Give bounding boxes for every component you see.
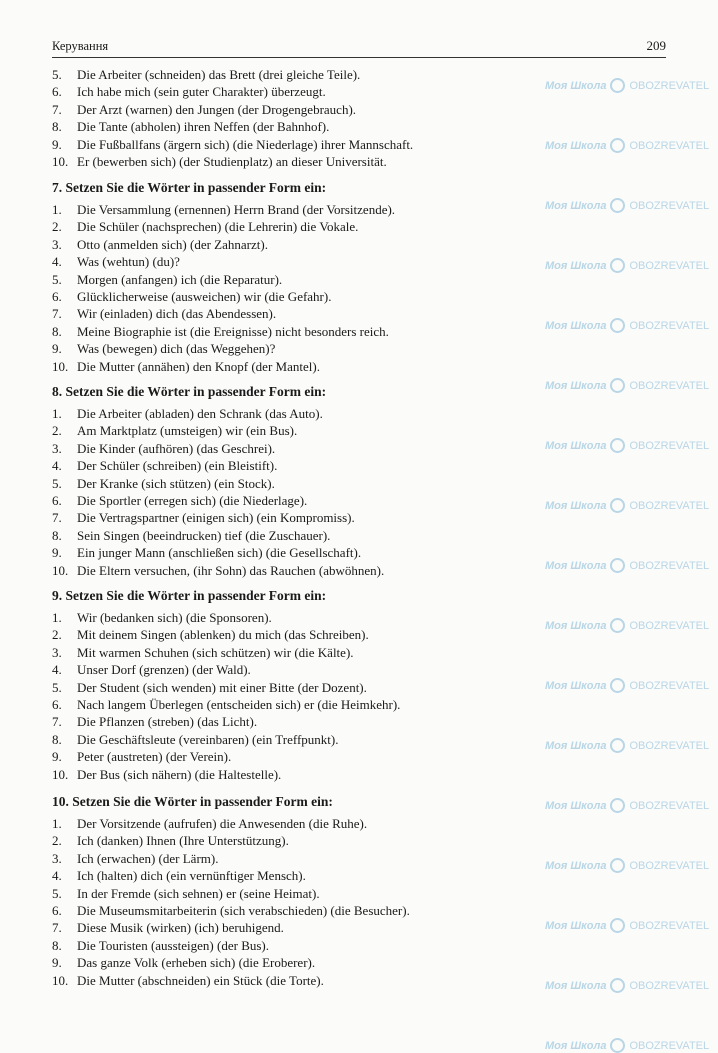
- item-number: 1.: [52, 202, 62, 217]
- watermark-brand: OBOZREVATEL: [629, 1039, 710, 1052]
- item-number: 4.: [52, 868, 62, 884]
- item-text: Der Arzt (warnen) den Jungen (der Drogengebrauch).: [77, 101, 357, 117]
- item-text: Glücklicherweise (ausweichen) wir (die Gefahr).: [77, 288, 332, 304]
- item-text: Mit warmen Schuhen (sich schützen) wir (die Kälte).: [77, 644, 354, 660]
- item-number: 6.: [52, 84, 62, 100]
- item-number: 8.: [52, 119, 62, 135]
- exercise-item: [52, 288, 512, 305]
- watermark-logo-icon: [610, 318, 625, 333]
- watermark: [545, 138, 709, 153]
- item-number: 4.: [52, 458, 62, 474]
- item-number: 2.: [52, 219, 62, 235]
- watermark: [545, 918, 709, 933]
- exercise-heading: 8. Setzen Sie die Wörter in passender Form ein:: [52, 384, 327, 399]
- exercise-item: [52, 609, 512, 626]
- watermark-brand: OBOZREVATEL: [629, 379, 710, 392]
- item-number: 2.: [52, 423, 62, 439]
- watermark-logo-icon: [610, 558, 625, 573]
- item-number: 7.: [52, 920, 62, 936]
- exercise-item: [52, 748, 512, 765]
- exercise-item: [52, 457, 512, 474]
- item-text: Das ganze Volk (erheben sich) (die Eroberer).: [77, 955, 316, 971]
- exercise-item: [52, 919, 512, 936]
- chapter-title: Керування: [52, 39, 109, 53]
- item-text: Die Schüler (nachsprechen) (die Lehrerin) die Vokale.: [77, 219, 359, 235]
- watermark: [545, 498, 709, 513]
- item-number: 2.: [52, 833, 62, 849]
- item-number: 10.: [52, 972, 69, 988]
- exercise-item: [52, 731, 512, 748]
- item-text: Der Kranke (sich stützen) (ein Stock).: [77, 475, 275, 491]
- watermark: [545, 78, 709, 93]
- item-number: 4.: [52, 662, 62, 678]
- watermark-brand: OBOZREVATEL: [629, 919, 710, 932]
- item-number: 8.: [52, 731, 62, 747]
- watermark-brand: Моя Школа: [545, 679, 607, 692]
- watermark-brand: OBOZREVATEL: [629, 139, 710, 152]
- watermark-brand: OBOZREVATEL: [629, 79, 710, 92]
- watermark-brand: Моя Школа: [545, 799, 607, 812]
- exercise-item: [52, 696, 512, 713]
- item-text: Otto (anmelden sich) (der Zahnarzt).: [77, 236, 268, 252]
- item-text: Was (bewegen) dich (das Weggehen)?: [77, 341, 276, 357]
- item-text: Ein junger Mann (anschließen sich) (die Gesellschaft).: [77, 545, 362, 561]
- item-text: Die Arbeiter (abladen) den Schrank (das Auto).: [77, 406, 323, 421]
- watermark: [545, 798, 709, 813]
- exercise-list: [52, 815, 512, 989]
- item-text: Wir (bedanken sich) (die Sponsoren).: [77, 610, 272, 625]
- exercise-item: [52, 218, 512, 235]
- item-number: 5.: [52, 271, 62, 287]
- watermark: [545, 1038, 709, 1053]
- watermark-brand: OBOZREVATEL: [629, 199, 710, 212]
- item-number: 10.: [52, 358, 69, 374]
- item-text: Der Student (sich wenden) mit einer Bitte (der Dozent).: [77, 679, 367, 695]
- watermark-brand: Моя Школа: [545, 619, 607, 632]
- item-number: 3.: [52, 850, 62, 866]
- page-number: 209: [646, 38, 666, 53]
- exercise-item: [52, 201, 512, 218]
- item-number: 2.: [52, 627, 62, 643]
- watermark-brand: Моя Школа: [545, 139, 607, 152]
- watermark-brand: Моя Школа: [545, 199, 607, 212]
- watermark-brand: OBOZREVATEL: [629, 859, 710, 872]
- exercise-item: [52, 118, 512, 135]
- exercise-section: [52, 383, 512, 579]
- exercise-item: [52, 644, 512, 661]
- exercise-item: [52, 661, 512, 678]
- watermark: [545, 618, 709, 633]
- exercise-heading: 10. Setzen Sie die Wörter in passender Form ein:: [52, 794, 333, 809]
- exercise-item: [52, 271, 512, 288]
- watermark-logo-icon: [610, 738, 625, 753]
- item-text: Die Touristen (aussteigen) (der Bus).: [77, 937, 269, 953]
- exercise-item: [52, 527, 512, 544]
- exercise-item: [52, 340, 512, 357]
- exercise-item: [52, 66, 512, 83]
- item-number: 9.: [52, 545, 62, 561]
- item-text: Ich (danken) Ihnen (Ihre Unterstützung).: [77, 833, 289, 849]
- watermark-logo-icon: [610, 438, 625, 453]
- item-text: Der Schüler (schreiben) (ein Bleistift).: [77, 458, 278, 474]
- item-text: Der Bus (sich nähern) (die Haltestelle).: [77, 766, 282, 782]
- watermark-logo-icon: [610, 1038, 625, 1053]
- item-text: Unser Dorf (grenzen) (der Wald).: [77, 662, 251, 678]
- item-number: 7.: [52, 510, 62, 526]
- watermark-brand: OBOZREVATEL: [629, 799, 710, 812]
- exercise-item: [52, 626, 512, 643]
- exercise-item: [52, 902, 512, 919]
- watermark-brand: OBOZREVATEL: [629, 439, 710, 452]
- item-number: 9.: [52, 749, 62, 765]
- exercise-item: [52, 153, 512, 170]
- exercise-item: [52, 972, 512, 989]
- watermark-brand: Моя Школа: [545, 919, 607, 932]
- item-text: Die Museumsmitarbeiterin (sich verabschieden) (die Besucher).: [77, 902, 410, 918]
- item-text: Die Mutter (abschneiden) ein Stück (die Torte).: [77, 972, 324, 988]
- watermark-logo-icon: [610, 618, 625, 633]
- watermark-brand: Моя Школа: [545, 559, 607, 572]
- item-number: 7.: [52, 306, 62, 322]
- exercise-item: [52, 475, 512, 492]
- watermark-logo-icon: [610, 138, 625, 153]
- item-number: 3.: [52, 644, 62, 660]
- exercise-list: [52, 201, 512, 375]
- item-text: Ich habe mich (sein guter Charakter) überzeugt.: [77, 84, 326, 100]
- item-text: Sein Singen (beeindrucken) tief (die Zuschauer).: [77, 527, 331, 543]
- item-number: 5.: [52, 679, 62, 695]
- exercise-item: [52, 679, 512, 696]
- exercise-item: [52, 850, 512, 867]
- watermark-logo-icon: [610, 798, 625, 813]
- item-text: Nach langem Überlegen (entscheiden sich) er (die Heimkehr).: [77, 696, 401, 712]
- exercise-item: [52, 954, 512, 971]
- item-number: 5.: [52, 475, 62, 491]
- exercise-item: [52, 305, 512, 322]
- exercise-item: [52, 815, 512, 832]
- watermark: [545, 678, 709, 693]
- exercise-item: [52, 713, 512, 730]
- exercise-item: [52, 509, 512, 526]
- exercise-item: [52, 832, 512, 849]
- item-text: Die Tante (abholen) ihren Neffen (der Bahnhof).: [77, 119, 330, 135]
- item-text: Die Mutter (annähen) den Knopf (der Mantel).: [77, 358, 320, 374]
- item-number: 8.: [52, 527, 62, 543]
- exercise-list: [52, 66, 512, 170]
- item-number: 8.: [52, 937, 62, 953]
- item-number: 3.: [52, 236, 62, 252]
- watermark: [545, 258, 709, 273]
- item-text: Die Kinder (aufhören) (das Geschrei).: [77, 440, 276, 456]
- exercise-item: [52, 405, 512, 422]
- watermark: [545, 438, 709, 453]
- exercise-item: [52, 83, 512, 100]
- item-number: 10.: [52, 562, 69, 578]
- exercise-item: [52, 562, 512, 579]
- item-number: 10.: [52, 153, 69, 169]
- item-text: Was (wehtun) (du)?: [77, 254, 180, 270]
- watermark-logo-icon: [610, 918, 625, 933]
- watermark: [545, 558, 709, 573]
- item-number: 6.: [52, 288, 62, 304]
- item-text: Die Arbeiter (schneiden) das Brett (drei gleiche Teile).: [77, 67, 361, 82]
- exercise-list: [52, 609, 512, 783]
- watermark: [545, 378, 709, 393]
- watermark-brand: Моя Школа: [545, 1039, 607, 1052]
- item-number: 6.: [52, 902, 62, 918]
- watermark-brand: Моя Школа: [545, 259, 607, 272]
- item-number: 6.: [52, 492, 62, 508]
- watermark-logo-icon: [610, 258, 625, 273]
- item-number: 7.: [52, 101, 62, 117]
- item-text: Ich (halten) dich (ein vernünftiger Mensch).: [77, 868, 306, 884]
- item-text: Der Vorsitzende (aufrufen) die Anwesenden (die Ruhe).: [77, 816, 368, 831]
- watermark-brand: OBOZREVATEL: [629, 559, 710, 572]
- item-number: 4.: [52, 254, 62, 270]
- watermark: [545, 198, 709, 213]
- watermark-brand: Моя Школа: [545, 319, 607, 332]
- watermark-brand: OBOZREVATEL: [629, 319, 710, 332]
- item-number: 5.: [52, 885, 62, 901]
- watermark-brand: Моя Школа: [545, 379, 607, 392]
- item-number: 9.: [52, 341, 62, 357]
- exercise-item: [52, 766, 512, 783]
- watermark-brand: Моя Школа: [545, 859, 607, 872]
- item-text: Ich (erwachen) (der Lärm).: [77, 850, 219, 866]
- watermark-logo-icon: [610, 498, 625, 513]
- watermark-logo-icon: [610, 198, 625, 213]
- item-number: 7.: [52, 714, 62, 730]
- exercise-list: [52, 405, 512, 579]
- exercise-heading: 7. Setzen Sie die Wörter in passender Form ein:: [52, 180, 327, 195]
- item-text: Morgen (anfangen) ich (die Reparatur).: [77, 271, 283, 287]
- exercise-item: [52, 885, 512, 902]
- item-text: In der Fremde (sich sehnen) er (seine Heimat).: [77, 885, 320, 901]
- item-number: 1.: [52, 816, 62, 831]
- watermark-logo-icon: [610, 978, 625, 993]
- item-text: Meine Biographie ist (die Ereignisse) nicht besonders reich.: [77, 323, 389, 339]
- exercise-item: [52, 440, 512, 457]
- watermark-brand: OBOZREVATEL: [629, 979, 710, 992]
- item-text: Die Eltern versuchen, (ihr Sohn) das Rauchen (abwöhnen).: [77, 562, 385, 578]
- item-text: Peter (austreten) (der Verein).: [77, 749, 232, 765]
- exercise-section: [52, 587, 512, 783]
- exercise-item: [52, 236, 512, 253]
- item-text: Er (bewerben sich) (der Studienplatz) an dieser Universität.: [77, 153, 387, 169]
- watermark: [545, 738, 709, 753]
- watermark-brand: OBOZREVATEL: [629, 259, 710, 272]
- exercise-item: [52, 323, 512, 340]
- item-number: 1.: [52, 610, 62, 625]
- item-text: Die Sportler (erregen sich) (die Niederlage).: [77, 492, 308, 508]
- watermark-brand: OBOZREVATEL: [629, 739, 710, 752]
- watermark-brand: Моя Школа: [545, 499, 607, 512]
- watermark-brand: OBOZREVATEL: [629, 679, 710, 692]
- item-text: Die Pflanzen (streben) (das Licht).: [77, 714, 258, 730]
- watermark-brand: Моя Школа: [545, 79, 607, 92]
- watermark-logo-icon: [610, 78, 625, 93]
- watermark-brand: OBOZREVATEL: [629, 499, 710, 512]
- watermark: [545, 978, 709, 993]
- item-number: 10.: [52, 766, 69, 782]
- item-number: 3.: [52, 440, 62, 456]
- item-text: Die Fußballfans (ärgern sich) (die Niederlage) ihrer Mannschaft.: [77, 136, 414, 152]
- watermark: [545, 318, 709, 333]
- exercise-section: [52, 179, 512, 375]
- item-number: 5.: [52, 67, 62, 82]
- watermark: [545, 858, 709, 873]
- item-text: Wir (einladen) dich (das Abendessen).: [77, 306, 277, 322]
- exercise-item: [52, 422, 512, 439]
- exercise-item: [52, 867, 512, 884]
- exercise-item: [52, 358, 512, 375]
- exercise-section: [52, 793, 512, 989]
- watermark-logo-icon: [610, 378, 625, 393]
- item-text: Die Geschäftsleute (vereinbaren) (ein Treffpunkt).: [77, 731, 339, 747]
- item-number: 1.: [52, 406, 62, 421]
- item-text: Diese Musik (wirken) (ich) beruhigend.: [77, 920, 284, 936]
- watermark-brand: Моя Школа: [545, 439, 607, 452]
- item-text: Die Versammlung (ernennen) Herrn Brand (der Vorsitzende).: [77, 202, 396, 217]
- watermark-logo-icon: [610, 678, 625, 693]
- exercise-heading: 9. Setzen Sie die Wörter in passender Form ein:: [52, 588, 327, 603]
- item-text: Am Marktplatz (umsteigen) wir (ein Bus).: [77, 423, 298, 439]
- exercise-item: [52, 492, 512, 509]
- watermark-brand: Моя Школа: [545, 739, 607, 752]
- item-text: Die Vertragspartner (einigen sich) (ein Kompromiss).: [77, 510, 355, 526]
- item-number: 8.: [52, 323, 62, 339]
- exercise-item: [52, 544, 512, 561]
- watermark-brand: Моя Школа: [545, 979, 607, 992]
- exercise-section: [52, 66, 512, 170]
- exercise-item: [52, 937, 512, 954]
- header-rule: [52, 57, 666, 58]
- item-number: 9.: [52, 955, 62, 971]
- watermark-brand: OBOZREVATEL: [629, 619, 710, 632]
- exercise-item: [52, 253, 512, 270]
- item-number: 9.: [52, 136, 62, 152]
- exercise-item: [52, 136, 512, 153]
- exercise-item: [52, 101, 512, 118]
- item-number: 6.: [52, 696, 62, 712]
- watermark-logo-icon: [610, 858, 625, 873]
- item-text: Mit deinem Singen (ablenken) du mich (das Schreiben).: [77, 627, 369, 643]
